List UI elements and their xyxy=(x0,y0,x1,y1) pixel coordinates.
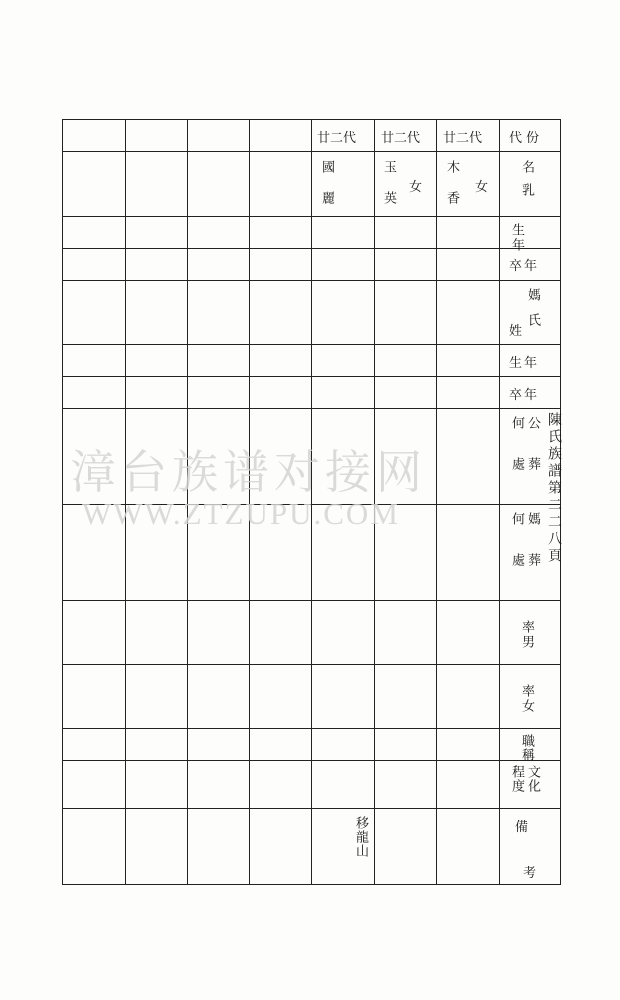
label-spouse-line1: 姓 xyxy=(509,324,523,339)
entry-col-b-sub: 女 xyxy=(409,180,423,195)
label-notes-1: 備 xyxy=(515,820,529,835)
entry-col-a-note: 移龍山 xyxy=(353,816,368,858)
label-grave-spouse-1: 媽葬 xyxy=(525,512,540,594)
label-education-2: 程度 xyxy=(509,765,524,793)
label-title: 職稱 xyxy=(519,734,534,762)
label-daughters: 率女 xyxy=(519,684,534,714)
label-grave-spouse-2: 何處 xyxy=(509,512,524,594)
label-education-1: 文化 xyxy=(525,765,540,793)
row-divider xyxy=(63,760,560,761)
label-death: 卒年 xyxy=(509,259,540,274)
watermark-chinese: 漳台族谱对接网 xyxy=(70,445,427,499)
label-birth: 生年 xyxy=(509,223,524,253)
label-spouse-line2: 媽氏 xyxy=(525,288,540,338)
entry-col-c-name: 木香 xyxy=(444,160,459,222)
row-divider xyxy=(63,808,560,809)
label-notes-2: 考 xyxy=(523,866,537,881)
label-sons: 率男 xyxy=(519,620,534,650)
row-divider xyxy=(63,408,560,409)
label-spouse-death: 卒年 xyxy=(509,388,540,403)
label-grave-self-2: 何處 xyxy=(509,416,524,498)
label-name: 名乳 xyxy=(519,160,534,206)
row-divider xyxy=(63,151,560,152)
entry-col-b-name: 玉英 xyxy=(381,160,396,222)
entry-col-a-name: 國麗 xyxy=(319,160,334,222)
row-divider xyxy=(63,664,560,665)
row-divider xyxy=(63,216,560,217)
header-col-b: 廿二代 xyxy=(381,131,421,146)
header-generation-label: 代份 xyxy=(509,131,544,146)
row-divider xyxy=(63,376,560,377)
side-page-title: 陳氏族譜第二二八頁 xyxy=(546,412,562,565)
entry-col-c-sub: 女 xyxy=(475,180,489,195)
row-divider xyxy=(63,344,560,345)
row-divider xyxy=(63,248,560,249)
label-grave-self-1: 公葬 xyxy=(525,416,540,498)
row-divider xyxy=(63,280,560,281)
header-col-a: 廿二代 xyxy=(317,131,357,146)
watermark-url: WWW.ZTZUPU.COM xyxy=(82,496,400,531)
row-divider xyxy=(63,600,560,601)
row-divider xyxy=(63,728,560,729)
label-spouse-birth: 生年 xyxy=(509,356,540,371)
header-col-c: 廿二代 xyxy=(443,131,483,146)
